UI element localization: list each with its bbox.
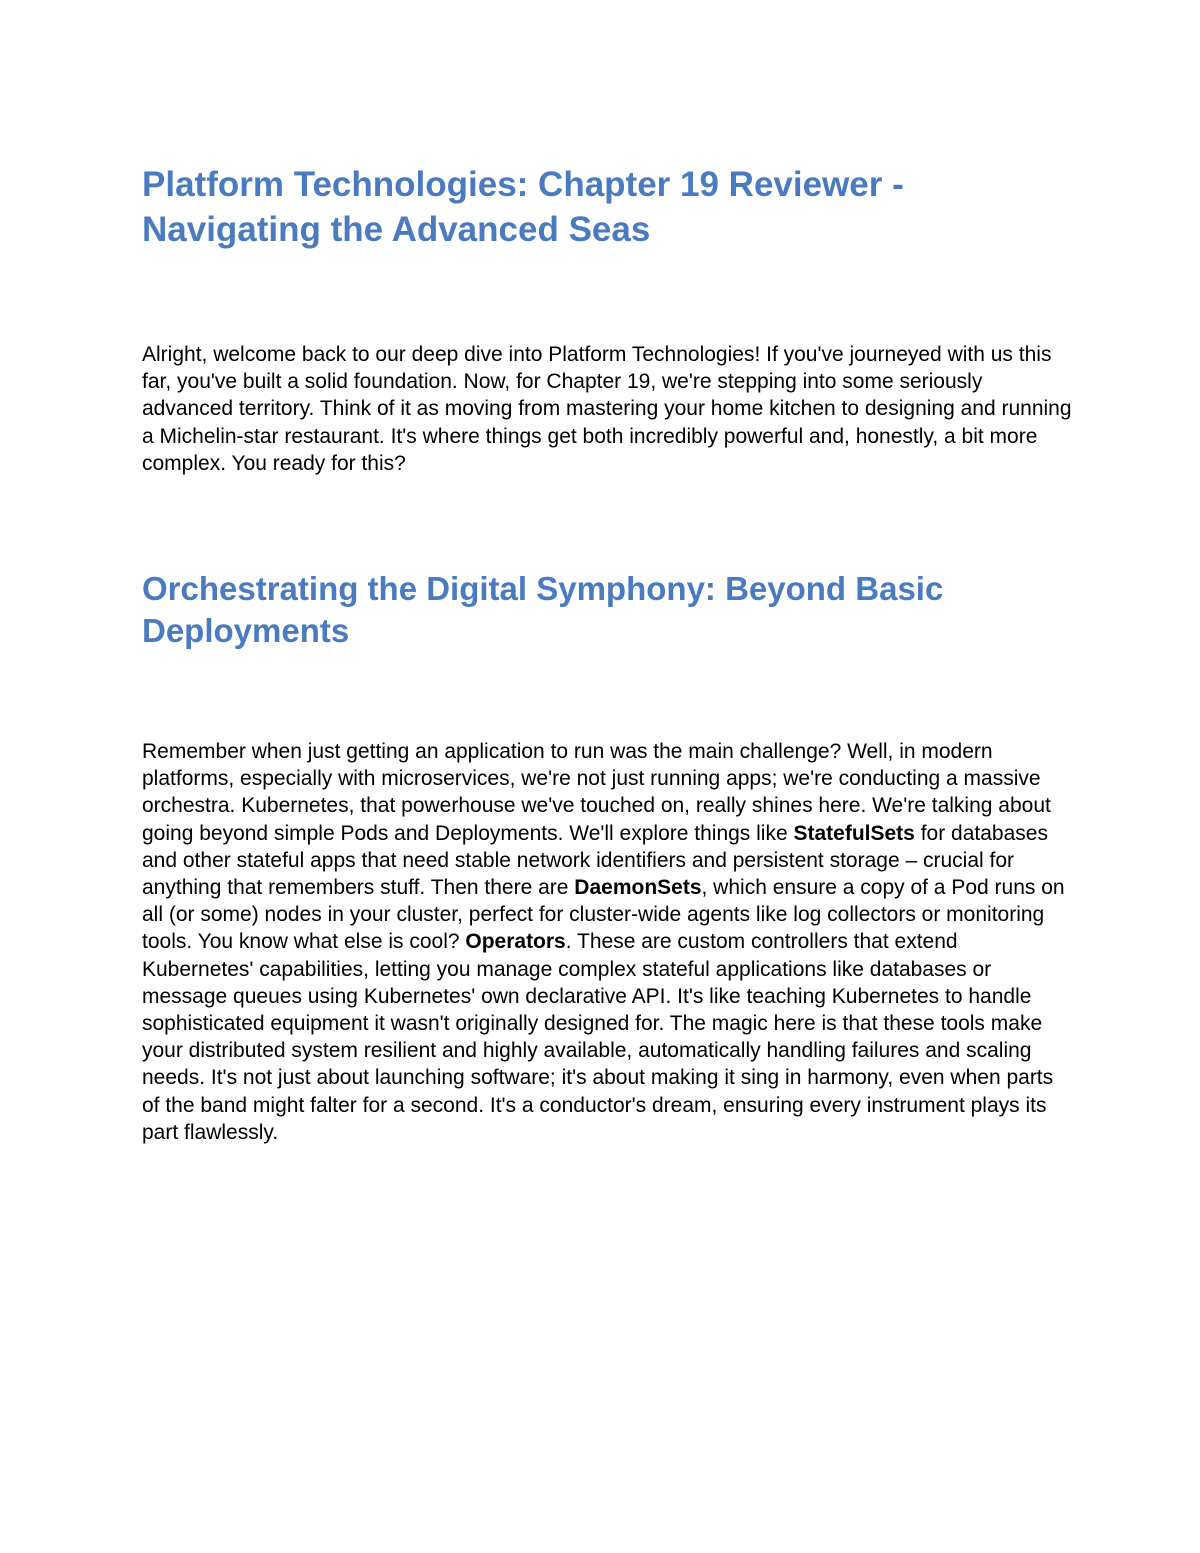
paragraph-text: , which ensure a copy of a Pod runs on all (or some) nodes in your cluster, perfect for cluster-wide agents like log collectors or monitoring tools. You know what else is cool? bbox=[142, 876, 1065, 954]
term-operators: Operators bbox=[465, 930, 566, 954]
paragraph-text: Remember when just getting an application to run was the main challenge? Well, in modern platforms, especially with microservices, we're not just running apps; we're conducting a massive orchestra. Kubernetes, that powerhouse we've touched on, really shines here. We're talking about going beyond simple Pods and Deployments. We'll explore things like bbox=[142, 740, 1051, 845]
paragraph-text: . These are custom controllers that extend Kubernetes' capabilities, letting you manage complex stateful applications like databases or message queues using Kubernetes' own declarative API. It's like teaching Kubernetes to handle sophisticated equipment it wasn't originally designed for. The magic here is that these tools make your distributed system resilient and highly available, automatically handling failures and scaling needs. It's not just about launching software; it's about making it sing in harmony, even when parts of the band might falter for a second. It's a conductor's dream, ensuring every instrument plays its part flawlessly. bbox=[142, 930, 1054, 1144]
document-title: Platform Technologies: Chapter 19 Reviewer - Navigating the Advanced Seas bbox=[142, 165, 904, 249]
section-paragraph bbox=[142, 738, 1072, 1146]
term-daemonsets: DaemonSets bbox=[574, 876, 702, 900]
intro-paragraph: Alright, welcome back to our deep dive into Platform Technologies! If you've journeyed with us this far, you've built a solid foundation. Now, for Chapter 19, we're stepping into some seriously advanced territory. Think of it as moving from mastering your home kitchen to designing and running a Michelin-star restaurant. It's where things get both incredibly powerful and, honestly, a bit more complex. You ready for this? bbox=[142, 343, 1072, 475]
term-statefulsets: StatefulSets bbox=[793, 821, 915, 845]
section-heading: Orchestrating the Digital Symphony: Beyond Basic Deployments bbox=[142, 570, 944, 649]
paragraph-text: for databases and other stateful apps that need stable network identifiers and persistent storage – crucial for anything that remembers stuff. Then there are bbox=[142, 821, 1048, 900]
